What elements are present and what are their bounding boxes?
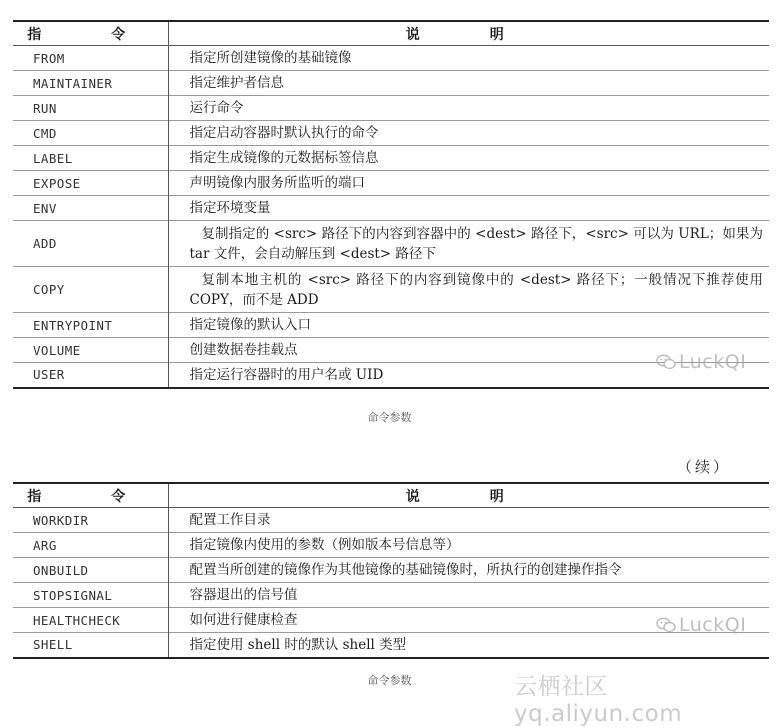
command-name: STOPSIGNAL [13, 583, 168, 608]
table-row [13, 71, 769, 96]
wechat-watermark [656, 614, 746, 636]
command-table-1 [13, 20, 769, 389]
table-row [13, 583, 769, 608]
table-row [13, 196, 769, 221]
table-row [13, 508, 769, 533]
command-description: 运行命令 [189, 100, 244, 116]
table-row [13, 267, 769, 313]
command-name: COPY [13, 267, 168, 313]
command-description: 指定生成镜像的元数据标签信息 [189, 150, 379, 166]
table-header-row [13, 21, 769, 46]
command-description: 配置工作目录 [189, 512, 271, 528]
header-description: 说 明 [405, 26, 532, 43]
command-name: MAINTAINER [13, 71, 168, 96]
table-header-row [13, 483, 769, 508]
command-name: ARG [13, 533, 168, 558]
table-row [13, 46, 769, 71]
wechat-icon [656, 354, 676, 370]
watermark-text: LuckQI [679, 351, 747, 373]
command-description: 创建数据卷挂载点 [189, 342, 298, 358]
watermark-text: LuckQI [679, 614, 747, 636]
table-caption-2: 命令参数 [367, 674, 412, 687]
command-description: 复制指定的 <src> 路径下的内容到容器中的 <dest> 路径下，<src> 可以为 URL；如果为 tar 文件，会自动解压到 <dest> 路径下 [189, 225, 763, 262]
continued-label: （续） [676, 458, 731, 476]
command-name: USER [13, 363, 168, 388]
table-row [13, 171, 769, 196]
table-row [13, 313, 769, 338]
command-description: 配置当所创建的镜像作为其他镜像的基础镜像时，所执行的创建操作指令 [189, 562, 622, 578]
command-name: ENTRYPOINT [13, 313, 168, 338]
table-row [13, 558, 769, 583]
command-name: HEALTHCHECK [13, 608, 168, 633]
command-description: 声明镜像内服务所监听的端口 [189, 175, 365, 191]
command-name: SHELL [13, 633, 168, 658]
header-description: 说 明 [405, 488, 532, 505]
table-row [13, 146, 769, 171]
command-description: 复制本地主机的 <src> 路径下的内容到镜像中的 <dest> 路径下；一般情况下推荐使用 COPY，而不是 ADD [189, 271, 763, 308]
command-description: 如何进行健康检查 [189, 612, 298, 628]
command-name: WORKDIR [13, 508, 168, 533]
wechat-icon [656, 617, 676, 633]
command-name: ONBUILD [13, 558, 168, 583]
command-description: 容器退出的信号值 [189, 587, 298, 603]
command-description: 指定镜像的默认入口 [189, 317, 311, 333]
wechat-watermark [656, 351, 746, 373]
command-description: 指定维护者信息 [189, 75, 284, 91]
command-description: 指定镜像内使用的参数（例如版本号信息等） [189, 537, 460, 553]
site-watermark: 云栖社区 yq.aliyun.com [514, 674, 683, 727]
command-name: VOLUME [13, 338, 168, 363]
command-description: 指定使用 shell 时的默认 shell 类型 [189, 636, 407, 653]
command-description: 指定启动容器时默认执行的命令 [189, 125, 379, 141]
command-name: ENV [13, 196, 168, 221]
table-row [13, 633, 769, 658]
command-description: 指定运行容器时的用户名或 UID [189, 366, 384, 383]
table-row [13, 121, 769, 146]
command-name: RUN [13, 96, 168, 121]
command-description: 指定环境变量 [189, 200, 271, 216]
command-name: LABEL [13, 146, 168, 171]
table-caption-1: 命令参数 [367, 411, 412, 424]
command-description: 指定所创建镜像的基础镜像 [189, 50, 352, 66]
header-command: 指 令 [13, 21, 168, 46]
header-command: 指 令 [13, 483, 168, 508]
command-name: ADD [13, 221, 168, 267]
command-name: EXPOSE [13, 171, 168, 196]
command-name: FROM [13, 46, 168, 71]
table-row [13, 96, 769, 121]
command-name: CMD [13, 121, 168, 146]
table-row [13, 533, 769, 558]
table-row [13, 221, 769, 267]
